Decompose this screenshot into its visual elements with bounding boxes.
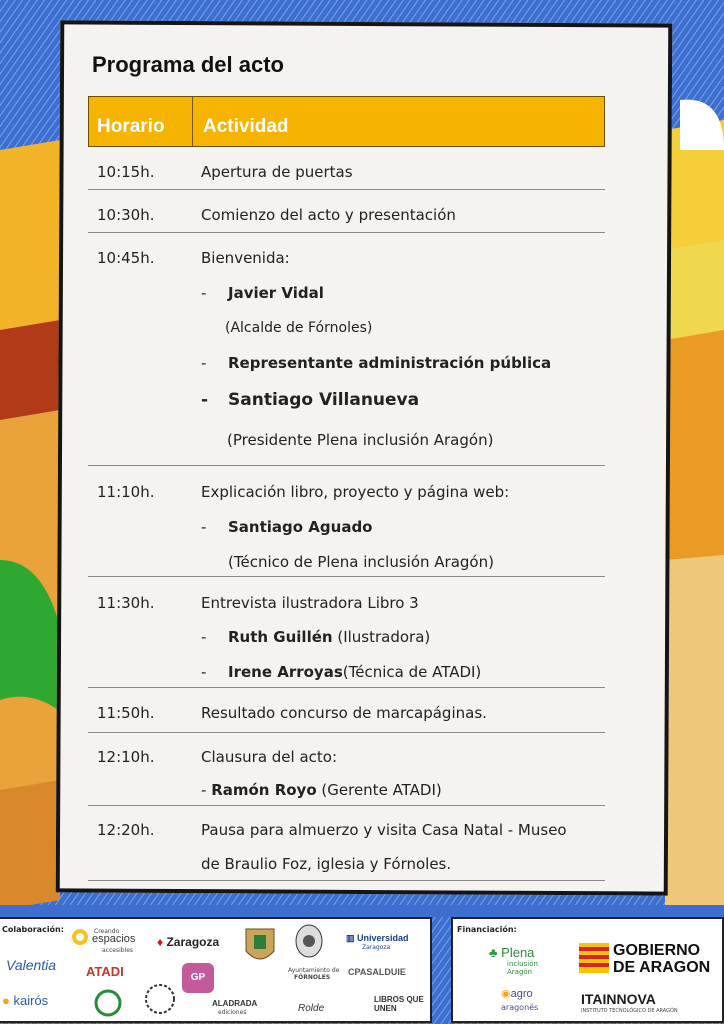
speaker-name: Santiago Aguado <box>228 518 373 536</box>
row-activity: Pausa para almuerzo y visita Casa Natal - Museo <box>201 821 567 839</box>
logo-text: FÓRNOLES <box>294 974 331 981</box>
logo-text: inclusión <box>507 960 538 968</box>
speaker-role: (Gerente ATADI) <box>316 781 442 799</box>
row-activity: Bienvenida: <box>201 249 290 267</box>
speaker-line <box>201 663 481 681</box>
green-circle-logo-icon <box>94 989 122 1017</box>
zaragoza-logo <box>157 935 219 949</box>
kairos-logo <box>2 993 48 1008</box>
logo-text: ediciones <box>218 1009 247 1016</box>
speaker-role: (Técnica de ATADI) <box>342 663 482 681</box>
speaker-name: Ramón Royo <box>211 781 317 799</box>
atadi-logo: ATADI <box>86 964 124 979</box>
row-time: 11:50h. <box>97 704 155 722</box>
cpa-salduie-logo: CPASALDUIE <box>348 967 406 977</box>
row-time: 10:45h. <box>97 249 155 267</box>
row-time: 12:20h. <box>97 821 155 839</box>
gobierno-aragon-logo: GOBIERNO <box>613 942 701 959</box>
bullet-dash: - <box>201 781 212 799</box>
speaker-line <box>201 284 324 302</box>
rolde-logo: Rolde <box>298 1003 325 1014</box>
agro-aragones-logo <box>501 987 533 1000</box>
universidad-logo: ▥ Universidad <box>346 933 409 943</box>
logo-text: Creando <box>94 928 120 935</box>
zaragoza-icon: ♦ <box>157 935 164 949</box>
logo-text: accesibles <box>102 947 134 954</box>
logo-text: kairós <box>13 993 49 1008</box>
table-row <box>88 733 605 806</box>
row-time: 10:30h. <box>97 206 155 224</box>
speaker-name: Ruth Guillén <box>228 628 333 646</box>
table-row <box>88 148 605 190</box>
speaker-name: Santiago Villanueva <box>228 390 420 410</box>
table-header <box>88 96 605 147</box>
collaboration-box <box>0 917 432 1023</box>
aragon-flag-icon <box>579 943 609 973</box>
row-activity: Resultado concurso de marcapáginas. <box>201 704 487 722</box>
table-row <box>88 688 605 733</box>
speaker-name: Representante administración pública <box>228 354 552 372</box>
page-title: Programa del acto <box>92 52 284 77</box>
ayuntamiento-crest-icon <box>244 927 276 967</box>
bullet-dash: - <box>201 284 207 302</box>
plena-inclusion-logo <box>489 945 534 960</box>
row-time: 11:30h. <box>97 594 155 612</box>
logo-text: Ayuntamiento de <box>288 967 340 974</box>
bullet-dash: - <box>201 354 207 372</box>
bullet-dash: - <box>201 663 207 681</box>
libros-que-unen-logo: LIBROS QUE UNEN <box>374 995 424 1013</box>
speaker-role: (Alcalde de Fórnoles) <box>225 320 373 336</box>
speaker-line <box>201 390 419 410</box>
valentia-logo: Valentia <box>6 957 57 973</box>
row-activity: Comienzo del acto y presentación <box>201 206 456 224</box>
row-activity: Explicación libro, proyecto y página web: <box>201 483 510 501</box>
speaker-name: Javier Vidal <box>228 284 324 302</box>
row-activity: Entrevista ilustradora Libro 3 <box>201 594 419 612</box>
header-horario: Horario <box>89 97 193 146</box>
agro-icon: ◉ <box>501 988 511 1000</box>
logo-text: espacios <box>92 933 136 945</box>
row-time: 12:10h. <box>97 748 155 766</box>
fornoles-crest-icon <box>294 923 324 959</box>
speaker-role: (Técnico de Plena inclusión Aragón) <box>228 553 494 571</box>
header-actividad: Actividad <box>203 116 289 137</box>
speaker-name: Irene Arroyas <box>228 663 343 681</box>
clover-icon: ♣ <box>489 945 498 960</box>
row-time: 10:15h. <box>97 163 155 181</box>
kairos-icon: ● <box>2 993 10 1008</box>
table-row <box>88 190 605 233</box>
row-activity-cont: de Braulio Foz, iglesia y Fórnoles. <box>201 855 452 873</box>
row-time: 11:10h. <box>97 483 155 501</box>
speaker-line <box>201 628 430 646</box>
espacios-accesibles-logo <box>70 927 90 947</box>
logo-text: Zaragoza <box>166 935 220 949</box>
speaker-role: (Presidente Plena inclusión Aragón) <box>227 431 494 449</box>
logo-text: agro <box>510 988 533 1000</box>
speaker-role: (Ilustradora) <box>332 628 431 646</box>
speaker-line <box>201 781 442 799</box>
table-row <box>88 466 605 577</box>
speaker-line <box>201 518 373 536</box>
bullet-dash: - <box>201 628 207 646</box>
bullet-dash: - <box>201 518 207 536</box>
table-row <box>88 806 605 881</box>
row-activity: Apertura de puertas <box>201 163 353 181</box>
table-row <box>88 233 605 466</box>
logo-text: aragonés <box>501 1003 539 1012</box>
funding-label: Financiación: <box>457 925 517 934</box>
aladrada-logo: ALADRADA <box>212 999 258 1008</box>
gp-logo: GP <box>182 963 214 993</box>
itainnova-logo: ITAINNOVA <box>581 991 656 1007</box>
round-emblem-icon <box>144 983 176 1015</box>
logo-text: Zaragoza <box>362 944 391 951</box>
funding-box <box>451 917 724 1023</box>
table-row <box>88 577 605 688</box>
collaboration-label: Colaboración: <box>2 925 64 934</box>
logo-text: INSTITUTO TECNOLÓGICO DE ARAGÓN <box>581 1008 678 1014</box>
gobierno-aragon-logo-line2: DE ARAGON <box>613 959 711 976</box>
logo-text: Plena <box>501 945 535 960</box>
speaker-line <box>201 354 551 372</box>
bullet-dash: - <box>201 390 209 410</box>
logo-text: Universidad <box>357 933 409 943</box>
logo-text: Aragón <box>507 968 533 976</box>
row-activity: Clausura del acto: <box>201 748 338 766</box>
espacios-icon <box>70 927 90 947</box>
